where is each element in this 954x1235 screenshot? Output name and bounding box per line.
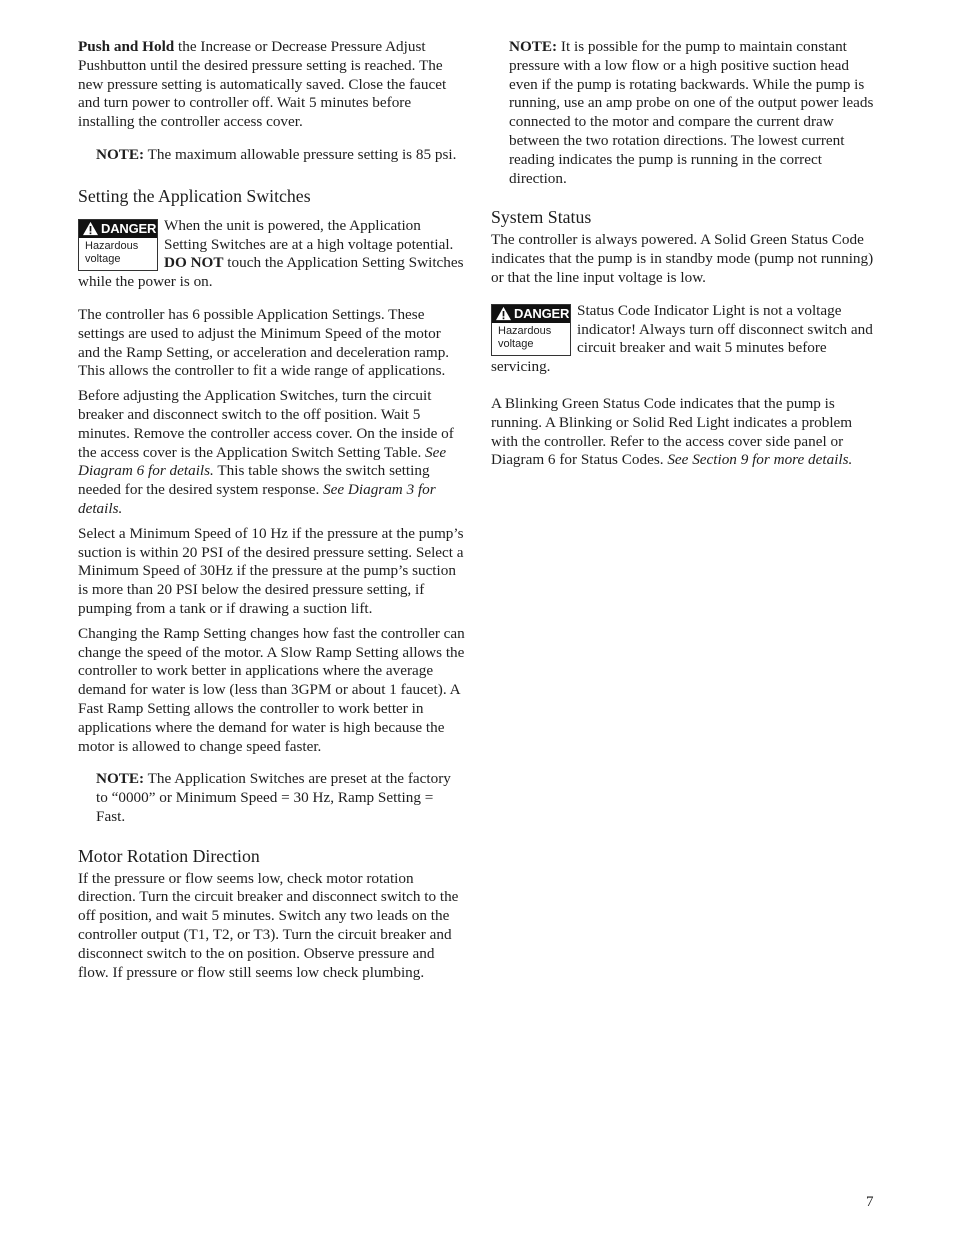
heading-application-switches: Setting the Application Switches xyxy=(78,185,311,206)
blinking-status-paragraph: A Blinking Green Status Code indicates that the pump is running. A Blinking or Solid Red Light indicates a problem with the controller. Refer to the access cover side panel or Diagram 6 for Status Codes. See Section 9 for more details. xyxy=(491,394,853,469)
adjust-switches-paragraph: Before adjusting the Application Switches, turn the circuit breaker and disconnect switch to the off position. Wait 5 minutes. Remove the controller access cover. On the inside of the access cover is the Application Switch Setting Table. See Diagram 6 for details. This table shows the switch setting needed for the desired system response. See Diagram 3 for details. xyxy=(78,387,454,517)
ramp-setting-paragraph: Changing the Ramp Setting changes how fast the controller can change the speed of the motor. A Slow Ramp Setting allows the controller to work better in applications where the average demand for water is low (less than 3GPM or about 1 faucet). A Fast Ramp Setting allows the controller to work better in applications where the demand for water is high because the motor is allowed to change speed faster. xyxy=(78,624,465,755)
danger-label: DANGER Hazardous voltage xyxy=(491,304,571,356)
left-column xyxy=(78,38,466,982)
danger-label: DANGER Hazardous voltage xyxy=(78,219,158,271)
danger-switches-text: When the unit is powered, the Application Setting Switches are at a high voltage potential. DO NOT touch the Application Setting Switches while the power is on. xyxy=(78,216,464,291)
rotation-note: NOTE: It is possible for the pump to maintain constant pressure with a low flow or a high positive suction head even if the pump is rotating backwards. While the pump is running, use an amp probe on one of the output power leads connected to the motor and compare the current draw between the two rotation directions. The lowest current reading indicates the pump is running in the correct direction. xyxy=(509,38,874,187)
page-number: 7 xyxy=(866,1194,874,1210)
danger-sublabel: Hazardous voltage xyxy=(85,239,139,265)
application-settings-paragraph: The controller has 6 possible Application Settings. These settings are used to adjust the Minimum Speed of the motor and the Ramp Setting, or acceleration and deceleration ramp. This allows the controller to fit a wide range of applications. xyxy=(78,305,450,380)
pressure-adjust-paragraph: Push and Hold the Increase or Decrease Pressure Adjust Pushbutton until the desired pressure setting is reached. The new pressure setting is automatically saved. Close the faucet and turn power to controller off. Wait 5 minutes before installing the controller access cover. xyxy=(78,38,447,131)
status-paragraph: The controller is always powered. A Solid Green Status Code indicates that the pump is in standby mode (pump not running) or that the line input voltage is low. xyxy=(491,231,874,286)
max-pressure-note: NOTE: The maximum allowable pressure setting is 85 psi. xyxy=(96,145,457,163)
minimum-speed-paragraph: Select a Minimum Speed of 10 Hz if the pressure at the pump’s suction is within 20 PSI of the desired pressure setting. Select a Minimum Speed of 30Hz if the pressure at the pump’s suction is more than 20 PSI below the desired pressure setting, if pumping from a tank or if drawing a suction lift. xyxy=(78,524,464,617)
danger-status-block xyxy=(491,302,879,377)
warning-triangle-icon xyxy=(82,221,99,236)
right-column xyxy=(491,38,879,470)
heading-system-status: System Status xyxy=(491,207,592,228)
warning-triangle-icon xyxy=(495,306,512,321)
danger-status-text: Status Code Indicator Light is not a voltage indicator! Always turn off disconnect switch and circuit breaker and wait 5 minutes before servicing. xyxy=(491,301,873,376)
rotation-paragraph: If the pressure or flow seems low, check motor rotation direction. Turn the circuit breaker and disconnect switch to the off position, and wait 5 minutes. Switch any two leads on the controller output (T1, T2, or T3). Turn the circuit breaker and disconnect switch to the on position. Observe pressure and flow. If pressure or flow still seems low check plumbing. xyxy=(78,869,459,981)
danger-sublabel: Hazardous voltage xyxy=(498,324,552,350)
danger-switches-block xyxy=(78,217,466,292)
heading-motor-rotation: Motor Rotation Direction xyxy=(78,845,260,866)
factory-preset-note: NOTE: The Application Switches are preset at the factory to “0000” or Minimum Speed = 30 Hz, Ramp Setting = Fast. xyxy=(96,770,451,825)
